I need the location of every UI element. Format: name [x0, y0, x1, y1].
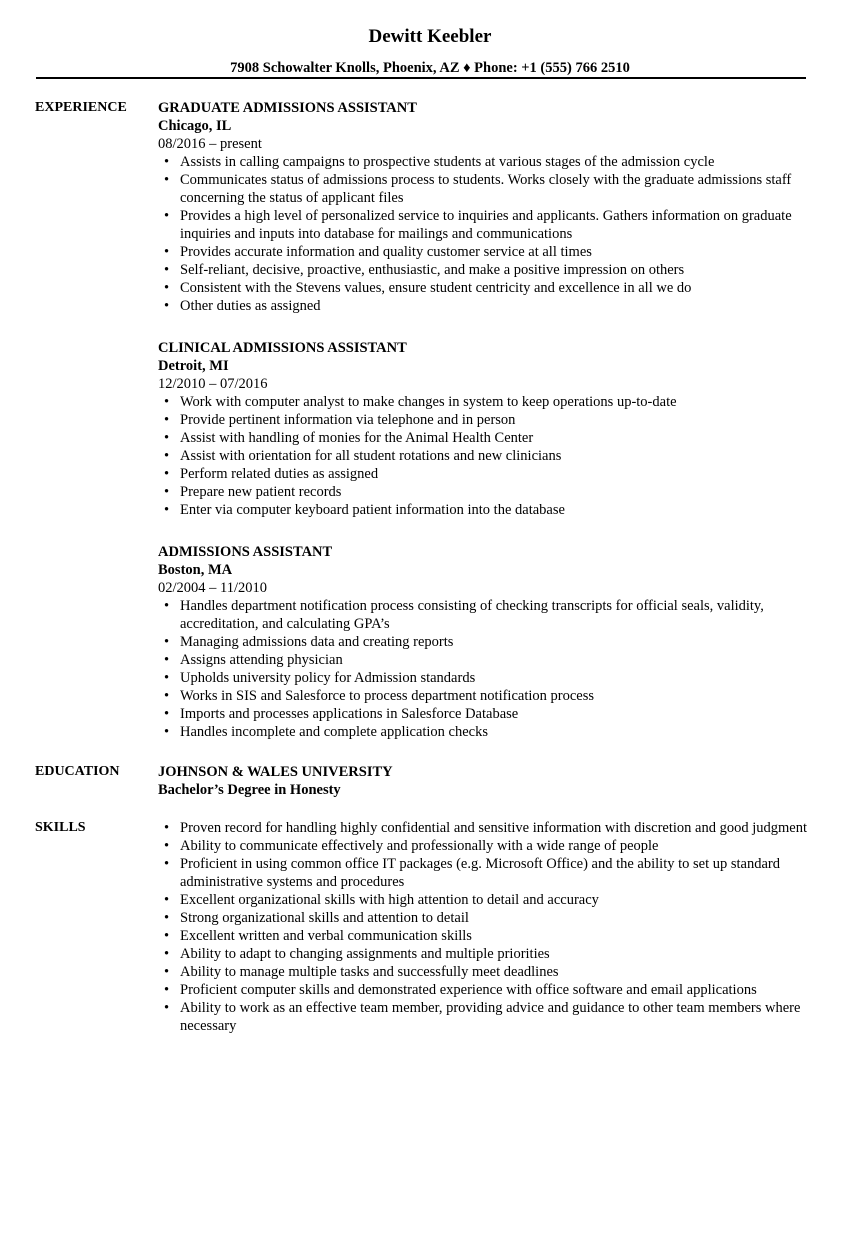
degree-name: Bachelor’s Degree in Honesty — [158, 782, 341, 798]
job-duties-list — [158, 153, 818, 315]
skill-item: • Strong organizational skills and attention to detail — [158, 909, 818, 927]
job-location: Detroit, MI — [158, 358, 229, 374]
duty-item: • Consistent with the Stevens values, ensure student centricity and excellence in all we do — [158, 279, 818, 297]
experience-body — [158, 99, 818, 765]
duty-item: • Provides accurate information and quality customer service at all times — [158, 243, 818, 261]
education-heading: EDUCATION — [35, 764, 120, 779]
duty-item: • Provides a high level of personalized service to inquiries and applicants. Gathers information on graduate inquiries and inputs into database for mailings and communications — [158, 207, 818, 243]
job-title: ADMISSIONS ASSISTANT — [158, 544, 333, 560]
skill-item: • Proven record for handling highly confidential and sensitive information with discretion and good judgment — [158, 819, 818, 837]
skills-list — [158, 819, 818, 1035]
duty-item: • Handles incomplete and complete application checks — [158, 723, 818, 741]
duty-item: • Work with computer analyst to make changes in system to keep operations up-to-date — [158, 393, 818, 411]
job-duties-list — [158, 597, 818, 741]
duty-item: • Communicates status of admissions process to students. Works closely with the graduate admissions staff concerning the status of applicant files — [158, 171, 818, 207]
header-divider — [36, 77, 806, 79]
job-location: Boston, MA — [158, 562, 233, 578]
experience-heading: EXPERIENCE — [35, 100, 127, 115]
duty-item: • Provide pertinent information via telephone and in person — [158, 411, 818, 429]
skill-item: • Proficient in using common office IT packages (e.g. Microsoft Office) and the ability to set up standard administrative systems and procedures — [158, 855, 818, 891]
duty-item: • Assist with handling of monies for the Animal Health Center — [158, 429, 818, 447]
school-name: JOHNSON & WALES UNIVERSITY — [158, 764, 393, 780]
skill-item: • Proficient computer skills and demonstrated experience with office software and email applications — [158, 981, 818, 999]
duty-item: • Assigns attending physician — [158, 651, 818, 669]
skill-item: • Excellent organizational skills with high attention to detail and accuracy — [158, 891, 818, 909]
duty-item: • Self-reliant, decisive, proactive, enthusiastic, and make a positive impression on others — [158, 261, 818, 279]
job-dates: 08/2016 – present — [158, 136, 262, 152]
job-entry — [158, 339, 818, 519]
duty-item: • Handles department notification process consisting of checking transcripts for official seals, validity, accreditation, and calculating GPA’s — [158, 597, 818, 633]
candidate-name: Dewitt Keebler — [368, 26, 492, 47]
duty-item: • Enter via computer keyboard patient information into the database — [158, 501, 818, 519]
duty-item: • Managing admissions data and creating reports — [158, 633, 818, 651]
duty-item: • Works in SIS and Salesforce to process department notification process — [158, 687, 818, 705]
duty-item: • Other duties as assigned — [158, 297, 818, 315]
skill-item: • Ability to work as an effective team member, providing advice and guidance to other team members where necessary — [158, 999, 818, 1035]
job-location: Chicago, IL — [158, 118, 232, 134]
job-entry — [158, 99, 818, 315]
duty-item: • Imports and processes applications in Salesforce Database — [158, 705, 818, 723]
job-title: GRADUATE ADMISSIONS ASSISTANT — [158, 100, 417, 116]
duty-item: • Perform related duties as assigned — [158, 465, 818, 483]
duty-item: • Prepare new patient records — [158, 483, 818, 501]
job-duties-list — [158, 393, 818, 519]
duty-item: • Upholds university policy for Admission standards — [158, 669, 818, 687]
job-dates: 12/2010 – 07/2016 — [158, 376, 268, 392]
skill-item: • Ability to communicate effectively and professionally with a wide range of people — [158, 837, 818, 855]
duty-item: • Assists in calling campaigns to prospective students at various stages of the admission cycle — [158, 153, 818, 171]
duty-item: • Assist with orientation for all student rotations and new clinicians — [158, 447, 818, 465]
job-dates: 02/2004 – 11/2010 — [158, 580, 268, 596]
job-entry — [158, 543, 818, 741]
skills-body — [158, 819, 818, 1035]
education-body — [158, 763, 818, 799]
skill-item: • Excellent written and verbal communication skills — [158, 927, 818, 945]
skill-item: • Ability to manage multiple tasks and successfully meet deadlines — [158, 963, 818, 981]
skill-item: • Ability to adapt to changing assignments and multiple priorities — [158, 945, 818, 963]
job-title: CLINICAL ADMISSIONS ASSISTANT — [158, 340, 407, 356]
skills-heading: SKILLS — [35, 820, 86, 835]
contact-line: 7908 Schowalter Knolls, Phoenix, AZ ♦ Phone: +1 (555) 766 2510 — [230, 60, 630, 76]
